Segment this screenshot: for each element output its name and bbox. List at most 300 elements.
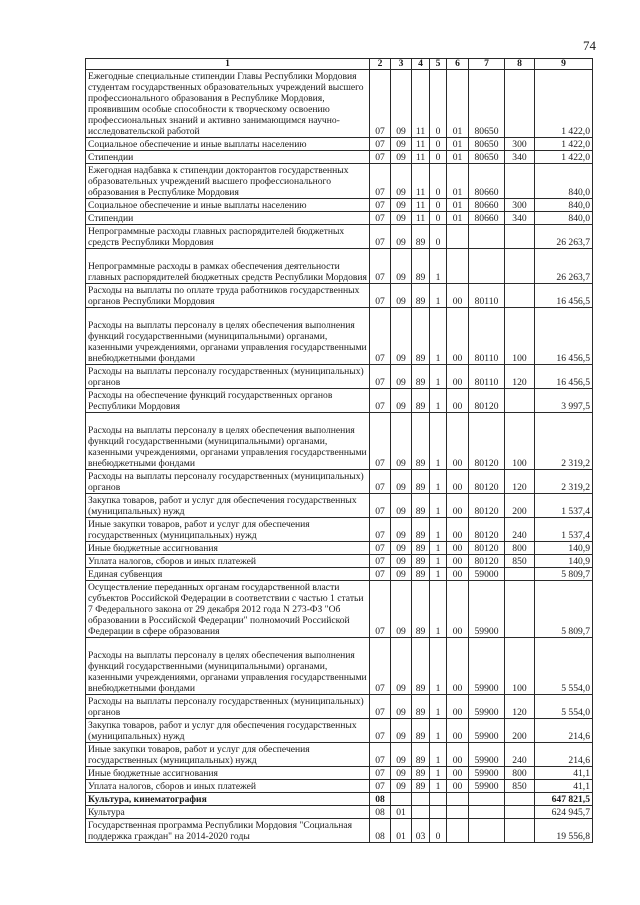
code-expense-type: 200 (505, 494, 535, 518)
code-subsection: 09 (391, 555, 412, 568)
row-description: Стипендии (86, 151, 370, 164)
table-row (86, 470, 593, 494)
code-target: 59900 (469, 743, 505, 767)
code-section: 07 (370, 389, 391, 413)
code-section: 07 (370, 164, 391, 199)
code-program: 89 (412, 518, 430, 542)
code-section: 07 (370, 638, 391, 695)
code-expense-type (505, 284, 535, 308)
code-target: 59900 (469, 695, 505, 719)
row-description: Иные закупки товаров, работ и услуг для обеспечения государственных (муниципальных) нужд (86, 518, 370, 542)
code-expense-type: 240 (505, 518, 535, 542)
code-expense-type: 100 (505, 308, 535, 365)
code-subsection: 09 (391, 212, 412, 225)
row-description: Расходы на выплаты персоналу в целях обеспечения выполнения функций государственными (муниципальными) органами, казенными учреждениями, органами управления государственными внебюджетными фондами (86, 308, 370, 365)
code-direction: 00 (447, 568, 469, 581)
table-row (86, 806, 593, 819)
code-subsection: 09 (391, 780, 412, 793)
table-row (86, 555, 593, 568)
amount: 1 422,0 (535, 138, 593, 151)
amount: 41,1 (535, 780, 593, 793)
amount: 840,0 (535, 164, 593, 199)
code-expense-type: 850 (505, 555, 535, 568)
code-expense-type: 850 (505, 780, 535, 793)
code-program: 89 (412, 542, 430, 555)
code-target: 80120 (469, 518, 505, 542)
code-program: 89 (412, 555, 430, 568)
header-cell: 3 (391, 59, 412, 70)
row-description: Единая субвенция (86, 568, 370, 581)
row-description: Социальное обеспечение и иные выплаты населению (86, 138, 370, 151)
table-row (86, 308, 593, 365)
code-expense-type (505, 568, 535, 581)
table-row (86, 793, 593, 806)
code-section: 07 (370, 542, 391, 555)
code-target: 80120 (469, 542, 505, 555)
code-direction: 00 (447, 542, 469, 555)
row-description: Социальное обеспечение и иные выплаты населению (86, 199, 370, 212)
table-row (86, 164, 593, 199)
amount: 16 456,5 (535, 365, 593, 389)
code-direction: 00 (447, 719, 469, 743)
table-row (86, 389, 593, 413)
code-expense-type: 200 (505, 719, 535, 743)
code-program: 89 (412, 284, 430, 308)
row-description: Государственная программа Республики Мордовия "Социальная поддержка граждан" на 2014-2020 годы (86, 819, 370, 843)
code-subsection: 09 (391, 695, 412, 719)
code-direction (447, 819, 469, 843)
header-cell: 4 (412, 59, 430, 70)
code-subprogram: 1 (430, 542, 447, 555)
code-section: 07 (370, 199, 391, 212)
amount: 647 821,5 (535, 793, 593, 806)
amount: 2 319,2 (535, 470, 593, 494)
code-subprogram: 1 (430, 719, 447, 743)
code-expense-type: 300 (505, 138, 535, 151)
table-row (86, 581, 593, 638)
code-program: 89 (412, 767, 430, 780)
code-direction: 01 (447, 212, 469, 225)
code-expense-type (505, 793, 535, 806)
code-expense-type (505, 249, 535, 284)
code-target: 80120 (469, 494, 505, 518)
code-program: 89 (412, 225, 430, 249)
code-direction: 00 (447, 413, 469, 470)
code-subprogram: 0 (430, 151, 447, 164)
code-subsection: 09 (391, 138, 412, 151)
amount: 140,9 (535, 542, 593, 555)
code-target: 80660 (469, 212, 505, 225)
code-subprogram (430, 793, 447, 806)
table-row (86, 151, 593, 164)
header-cell: 6 (447, 59, 469, 70)
code-program: 89 (412, 494, 430, 518)
row-description: Культура, кинематография (86, 793, 370, 806)
code-target: 59000 (469, 568, 505, 581)
code-expense-type (505, 225, 535, 249)
row-description: Ежегодная надбавка к стипендии докторантов государственных образовательных учреждений высшего профессионального образования в Республике Мордовия (86, 164, 370, 199)
code-subsection: 09 (391, 470, 412, 494)
code-section: 07 (370, 518, 391, 542)
code-direction: 01 (447, 138, 469, 151)
code-target: 80120 (469, 470, 505, 494)
code-direction: 00 (447, 638, 469, 695)
code-subsection: 09 (391, 164, 412, 199)
code-subsection (391, 793, 412, 806)
code-subsection: 09 (391, 199, 412, 212)
code-target: 80660 (469, 199, 505, 212)
page-number: 74 (583, 38, 596, 53)
code-section: 07 (370, 494, 391, 518)
code-expense-type: 240 (505, 743, 535, 767)
code-expense-type: 800 (505, 542, 535, 555)
code-direction: 00 (447, 389, 469, 413)
code-direction: 00 (447, 284, 469, 308)
code-section: 07 (370, 767, 391, 780)
code-direction (447, 793, 469, 806)
code-direction (447, 225, 469, 249)
row-description: Расходы на выплаты персоналу государственных (муниципальных) органов (86, 695, 370, 719)
code-expense-type: 120 (505, 695, 535, 719)
code-expense-type: 100 (505, 638, 535, 695)
amount: 5 554,0 (535, 695, 593, 719)
amount: 19 556,8 (535, 819, 593, 843)
table-row (86, 225, 593, 249)
code-section: 07 (370, 581, 391, 638)
row-description: Уплата налогов, сборов и иных платежей (86, 780, 370, 793)
code-program: 89 (412, 308, 430, 365)
code-subprogram: 0 (430, 225, 447, 249)
code-target: 59900 (469, 767, 505, 780)
code-expense-type: 800 (505, 767, 535, 780)
code-section: 07 (370, 151, 391, 164)
code-direction: 00 (447, 555, 469, 568)
code-target: 80650 (469, 70, 505, 138)
code-section: 07 (370, 695, 391, 719)
code-expense-type: 340 (505, 212, 535, 225)
code-subsection: 09 (391, 568, 412, 581)
code-subsection: 09 (391, 518, 412, 542)
code-direction: 00 (447, 780, 469, 793)
code-target: 80110 (469, 365, 505, 389)
table-row (86, 568, 593, 581)
code-target: 59900 (469, 581, 505, 638)
code-target (469, 806, 505, 819)
code-program (412, 793, 430, 806)
row-description: Стипендии (86, 212, 370, 225)
code-section: 07 (370, 743, 391, 767)
header-cell: 7 (469, 59, 505, 70)
code-program: 89 (412, 470, 430, 494)
code-expense-type (505, 819, 535, 843)
code-subprogram: 1 (430, 249, 447, 284)
code-expense-type (505, 389, 535, 413)
code-subsection: 01 (391, 806, 412, 819)
row-description: Расходы на обеспечение функций государственных органов Республики Мордовия (86, 389, 370, 413)
code-subprogram (430, 806, 447, 819)
row-description: Иные закупки товаров, работ и услуг для обеспечения государственных (муниципальных) нужд (86, 743, 370, 767)
amount: 5 809,7 (535, 581, 593, 638)
code-subprogram: 0 (430, 164, 447, 199)
amount: 1 537,4 (535, 494, 593, 518)
code-section: 07 (370, 225, 391, 249)
code-subprogram: 1 (430, 470, 447, 494)
table-row (86, 695, 593, 719)
row-description: Расходы на выплаты персоналу в целях обеспечения выполнения функций государственными (муниципальными) органами, казенными учреждениями, органами управления государственными внебюджетными фондами (86, 413, 370, 470)
code-program: 89 (412, 719, 430, 743)
code-target: 80650 (469, 151, 505, 164)
code-direction: 01 (447, 164, 469, 199)
code-target (469, 249, 505, 284)
code-section: 07 (370, 719, 391, 743)
code-direction: 00 (447, 743, 469, 767)
amount: 1 422,0 (535, 151, 593, 164)
code-subsection: 09 (391, 719, 412, 743)
code-section: 07 (370, 780, 391, 793)
table-row (86, 138, 593, 151)
code-target: 80660 (469, 164, 505, 199)
code-program: 89 (412, 780, 430, 793)
code-program: 89 (412, 413, 430, 470)
code-subprogram: 1 (430, 780, 447, 793)
code-subsection: 09 (391, 308, 412, 365)
code-program: 89 (412, 695, 430, 719)
header-cell: 9 (535, 59, 593, 70)
amount: 2 319,2 (535, 413, 593, 470)
code-subprogram: 1 (430, 308, 447, 365)
header-cell: 1 (86, 59, 370, 70)
row-description: Закупка товаров, работ и услуг для обеспечения государственных (муниципальных) нужд (86, 494, 370, 518)
code-subprogram: 1 (430, 518, 447, 542)
code-direction (447, 806, 469, 819)
code-section: 08 (370, 806, 391, 819)
code-subprogram: 0 (430, 138, 447, 151)
code-expense-type (505, 806, 535, 819)
code-expense-type (505, 70, 535, 138)
amount: 1 537,4 (535, 518, 593, 542)
table-row (86, 212, 593, 225)
code-subsection: 01 (391, 819, 412, 843)
code-direction: 00 (447, 494, 469, 518)
code-section: 07 (370, 555, 391, 568)
code-section: 08 (370, 819, 391, 843)
code-direction: 00 (447, 581, 469, 638)
row-description: Расходы на выплаты персоналу государственных (муниципальных) органов (86, 365, 370, 389)
code-section: 07 (370, 568, 391, 581)
row-description: Иные бюджетные ассигнования (86, 767, 370, 780)
code-subprogram: 0 (430, 199, 447, 212)
table-header-row (86, 59, 593, 70)
code-subprogram: 1 (430, 695, 447, 719)
table-row (86, 284, 593, 308)
code-subsection: 09 (391, 542, 412, 555)
code-subprogram: 1 (430, 389, 447, 413)
table-row (86, 199, 593, 212)
code-subprogram: 1 (430, 413, 447, 470)
code-subsection: 09 (391, 494, 412, 518)
header-cell: 2 (370, 59, 391, 70)
code-subsection: 09 (391, 70, 412, 138)
code-subprogram: 1 (430, 767, 447, 780)
code-expense-type: 300 (505, 199, 535, 212)
code-subsection: 09 (391, 225, 412, 249)
code-program: 89 (412, 365, 430, 389)
code-direction: 00 (447, 470, 469, 494)
code-direction: 00 (447, 767, 469, 780)
table-row (86, 542, 593, 555)
code-direction: 00 (447, 308, 469, 365)
code-subprogram: 1 (430, 638, 447, 695)
code-section: 07 (370, 413, 391, 470)
code-section: 07 (370, 138, 391, 151)
table-row (86, 365, 593, 389)
budget-table (85, 58, 593, 843)
header-cell: 5 (430, 59, 447, 70)
amount: 26 263,7 (535, 249, 593, 284)
code-subprogram: 1 (430, 555, 447, 568)
amount: 3 997,5 (535, 389, 593, 413)
code-target: 80120 (469, 413, 505, 470)
code-subsection: 09 (391, 743, 412, 767)
code-target (469, 225, 505, 249)
code-target (469, 793, 505, 806)
code-target: 80120 (469, 389, 505, 413)
code-subprogram: 1 (430, 581, 447, 638)
code-program: 89 (412, 581, 430, 638)
code-subprogram: 1 (430, 284, 447, 308)
amount: 1 422,0 (535, 70, 593, 138)
amount: 214,6 (535, 743, 593, 767)
code-subsection: 09 (391, 389, 412, 413)
code-section: 07 (370, 284, 391, 308)
table-row (86, 518, 593, 542)
code-expense-type (505, 164, 535, 199)
code-subsection: 09 (391, 151, 412, 164)
code-direction: 01 (447, 70, 469, 138)
table-row (86, 767, 593, 780)
code-direction: 01 (447, 199, 469, 212)
code-program: 89 (412, 249, 430, 284)
row-description: Ежегодные специальные стипендии Главы Республики Мордовия студентам государственных образовательных учреждений высшего профессионального образования в Республике Мордовия, проявившим особые способности к творческому освоению профессиональных знаний и активно занимающимся научно-исследовательской работой (86, 70, 370, 138)
code-program: 11 (412, 70, 430, 138)
code-program: 11 (412, 212, 430, 225)
row-description: Расходы на выплаты по оплате труда работников государственных органов Республики Мордовия (86, 284, 370, 308)
row-description: Иные бюджетные ассигнования (86, 542, 370, 555)
code-direction (447, 249, 469, 284)
row-description: Расходы на выплаты персоналу государственных (муниципальных) органов (86, 470, 370, 494)
code-subprogram: 1 (430, 494, 447, 518)
code-target: 80650 (469, 138, 505, 151)
amount: 140,9 (535, 555, 593, 568)
row-description: Расходы на выплаты персоналу в целях обеспечения выполнения функций государственными (муниципальными) органами, казенными учреждениями, органами управления государственными внебюджетными фондами (86, 638, 370, 695)
table-row (86, 70, 593, 138)
code-target: 59900 (469, 780, 505, 793)
code-program: 11 (412, 199, 430, 212)
table-row (86, 413, 593, 470)
code-section: 08 (370, 793, 391, 806)
header-cell: 8 (505, 59, 535, 70)
code-expense-type (505, 581, 535, 638)
amount: 26 263,7 (535, 225, 593, 249)
code-target: 59900 (469, 719, 505, 743)
code-direction: 00 (447, 695, 469, 719)
code-program: 89 (412, 568, 430, 581)
code-program: 11 (412, 164, 430, 199)
code-program: 89 (412, 638, 430, 695)
code-section: 07 (370, 212, 391, 225)
code-expense-type: 120 (505, 470, 535, 494)
code-direction: 00 (447, 518, 469, 542)
code-section: 07 (370, 308, 391, 365)
code-subprogram: 0 (430, 212, 447, 225)
row-description: Уплата налогов, сборов и иных платежей (86, 555, 370, 568)
code-subsection: 09 (391, 284, 412, 308)
amount: 624 945,7 (535, 806, 593, 819)
table-row (86, 249, 593, 284)
code-program: 89 (412, 389, 430, 413)
code-target: 80120 (469, 555, 505, 568)
code-expense-type: 340 (505, 151, 535, 164)
code-direction: 00 (447, 365, 469, 389)
code-subprogram: 0 (430, 70, 447, 138)
table-row (86, 819, 593, 843)
code-subsection: 09 (391, 249, 412, 284)
table-row (86, 743, 593, 767)
amount: 214,6 (535, 719, 593, 743)
code-direction: 01 (447, 151, 469, 164)
table-row (86, 719, 593, 743)
row-description: Непрограммные расходы в рамках обеспечения деятельности главных распорядителей бюджетных средств Республики Мордовия (86, 249, 370, 284)
row-description: Осуществление переданных органам государственной власти субъектов Российской Федерации в соответствии с частью 1 статьи 7 Федерального закона от 29 декабря 2012 года N 273-ФЗ "Об образовании в Российской Федерации" полномочий Российской Федерации в сфере образования (86, 581, 370, 638)
code-subprogram: 0 (430, 819, 447, 843)
code-subprogram: 1 (430, 365, 447, 389)
amount: 16 456,5 (535, 284, 593, 308)
code-program: 11 (412, 138, 430, 151)
code-program (412, 806, 430, 819)
code-target: 80110 (469, 308, 505, 365)
amount: 16 456,5 (535, 308, 593, 365)
code-section: 07 (370, 470, 391, 494)
code-subsection: 09 (391, 638, 412, 695)
code-program: 11 (412, 151, 430, 164)
code-subprogram: 1 (430, 743, 447, 767)
row-description: Культура (86, 806, 370, 819)
table-row (86, 780, 593, 793)
code-target (469, 819, 505, 843)
code-subsection: 09 (391, 767, 412, 780)
row-description: Закупка товаров, работ и услуг для обеспечения государственных (муниципальных) нужд (86, 719, 370, 743)
table-row (86, 494, 593, 518)
code-section: 07 (370, 70, 391, 138)
code-subsection: 09 (391, 581, 412, 638)
code-section: 07 (370, 249, 391, 284)
amount: 5 554,0 (535, 638, 593, 695)
table-row (86, 638, 593, 695)
code-target: 80110 (469, 284, 505, 308)
amount: 41,1 (535, 767, 593, 780)
code-program: 03 (412, 819, 430, 843)
code-subsection: 09 (391, 413, 412, 470)
code-expense-type: 120 (505, 365, 535, 389)
code-section: 07 (370, 365, 391, 389)
code-program: 89 (412, 743, 430, 767)
amount: 5 809,7 (535, 568, 593, 581)
code-subprogram: 1 (430, 568, 447, 581)
code-target: 59900 (469, 638, 505, 695)
row-description: Непрограммные расходы главных распорядителей бюджетных средств Республики Мордовия (86, 225, 370, 249)
amount: 840,0 (535, 199, 593, 212)
code-subsection: 09 (391, 365, 412, 389)
